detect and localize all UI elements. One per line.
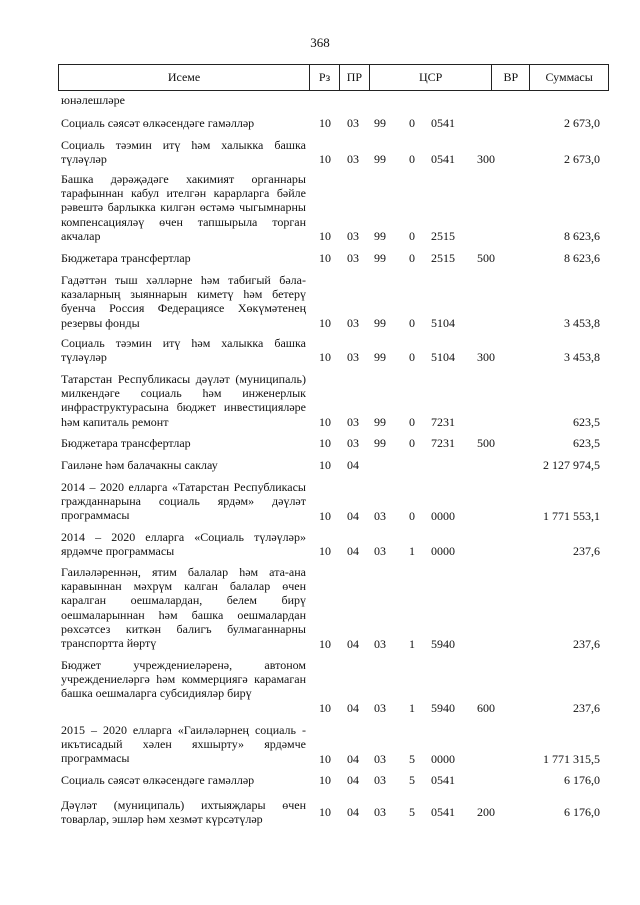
row-rz: 10 [319, 316, 331, 330]
row-name: 2014 – 2020 елларга «Татарстан Республикасы гражданнарына социаль ярдәм» дәүләт программасы [61, 480, 306, 523]
row-name: Гаиләне һәм балачакны саклау [61, 458, 218, 472]
row-pr: 03 [347, 152, 359, 166]
row-csr-subprogram: 0 [409, 509, 415, 523]
row-csr-subprogram: 0 [409, 350, 415, 364]
row-csr-program: 99 [374, 116, 386, 130]
row-rz: 10 [319, 637, 331, 651]
row-csr-code: 0000 [431, 752, 455, 766]
row-name: Дәүләт (муниципаль) ихтыяҗлары өчен товарлар, эшләр һәм хезмәт күрсәтүләр [61, 798, 306, 827]
row-csr-subprogram: 0 [409, 251, 415, 265]
row-sum: 623,5 [573, 415, 600, 429]
row-pr: 03 [347, 116, 359, 130]
row-vr: 600 [477, 701, 495, 715]
row-name: юнәлешләре [61, 93, 125, 107]
row-csr-program: 03 [374, 637, 386, 651]
row-sum: 237,6 [573, 544, 600, 558]
row-csr-subprogram: 5 [409, 805, 415, 819]
header-vr: ВР [492, 65, 530, 90]
row-pr: 03 [347, 436, 359, 450]
row-csr-code: 0000 [431, 509, 455, 523]
row-csr-code: 7231 [431, 436, 455, 450]
row-name: Социаль тәэмин итү һәм халыкка башка түләүләр [61, 138, 306, 167]
row-name: Гадәттән тыш хәлләрне һәм табигый бәла-казаларның зыяннарын киметү һәм бетерү буенча Россия Федерациясе Хөкүмәтенең резервы фонды [61, 273, 306, 330]
row-sum: 237,6 [573, 701, 600, 715]
row-name: Бюджетара трансфертлар [61, 251, 191, 265]
row-rz: 10 [319, 350, 331, 364]
row-sum: 2 673,0 [564, 116, 600, 130]
row-csr-code: 5104 [431, 316, 455, 330]
row-vr: 200 [477, 805, 495, 819]
row-pr: 04 [347, 752, 359, 766]
row-csr-program: 03 [374, 509, 386, 523]
header-sum: Суммасы [545, 70, 593, 84]
row-csr-code: 0541 [431, 773, 455, 787]
row-name: Гаиләләреннән, ятим балалар һәм ата-ана каравыннан мәхрүм калган балалар өчен каралган оешмалардан, белем бирү оешмаларыннан һәм башка оешмалардан рөхсәтсез киткән балигъ булмаганнарны транспортта йөртү [61, 565, 306, 651]
row-csr-code: 5940 [431, 701, 455, 715]
row-pr: 04 [347, 458, 359, 472]
row-csr-program: 99 [374, 350, 386, 364]
row-pr: 03 [347, 251, 359, 265]
row-name: Башка дәрәҗәдәге хакимият органнары тарафыннан кабул ителгән карарларга бәйле рәвештә барлыкка килгән өстәмә чыгымнарны компенсацияләү өчен тапшырыла торган акчалар [61, 172, 306, 243]
row-name: 2014 – 2020 елларга «Социаль түләүләр» ярдәмче программасы [61, 530, 306, 559]
row-pr: 04 [347, 637, 359, 651]
row-rz: 10 [319, 436, 331, 450]
row-sum: 2 673,0 [564, 152, 600, 166]
row-rz: 10 [319, 229, 331, 243]
row-name: Социаль сәясәт өлкәсендәге гамәлләр [61, 116, 255, 130]
row-sum: 6 176,0 [564, 773, 600, 787]
row-csr-subprogram: 1 [409, 544, 415, 558]
row-sum: 623,5 [573, 436, 600, 450]
row-rz: 10 [319, 251, 331, 265]
row-rz: 10 [319, 415, 331, 429]
row-pr: 03 [347, 316, 359, 330]
row-csr-code: 5940 [431, 637, 455, 651]
row-csr-program: 03 [374, 773, 386, 787]
row-rz: 10 [319, 509, 331, 523]
header-name: Исеме [59, 65, 310, 90]
row-csr-program: 99 [374, 316, 386, 330]
row-rz: 10 [319, 805, 331, 819]
row-sum: 1 771 553,1 [543, 509, 600, 523]
row-csr-subprogram: 5 [409, 752, 415, 766]
row-name: Татарстан Республикасы дәүләт (муниципаль) милкендәге социаль һәм инженерлык инфраструктурасына бюджет инвестицияләре һәм капиталь ремонт [61, 372, 306, 429]
row-pr: 04 [347, 701, 359, 715]
row-csr-subprogram: 0 [409, 116, 415, 130]
row-csr-code: 5104 [431, 350, 455, 364]
row-rz: 10 [319, 152, 331, 166]
row-csr-program: 99 [374, 415, 386, 429]
header-rz: Рз [310, 65, 340, 90]
row-vr: 500 [477, 251, 495, 265]
row-sum: 8 623,6 [564, 229, 600, 243]
row-pr: 04 [347, 509, 359, 523]
row-csr-program: 03 [374, 701, 386, 715]
row-csr-subprogram: 0 [409, 436, 415, 450]
row-sum: 2 127 974,5 [543, 458, 600, 472]
row-csr-program: 03 [374, 805, 386, 819]
row-rz: 10 [319, 116, 331, 130]
row-rz: 10 [319, 752, 331, 766]
row-csr-subprogram: 0 [409, 316, 415, 330]
row-pr: 04 [347, 773, 359, 787]
row-rz: 10 [319, 458, 331, 472]
header-csr: ЦСР [370, 65, 493, 90]
row-name: Социаль тәэмин итү һәм халыкка башка түләүләр [61, 336, 306, 365]
row-csr-program: 99 [374, 229, 386, 243]
row-csr-subprogram: 0 [409, 152, 415, 166]
row-csr-code: 7231 [431, 415, 455, 429]
row-rz: 10 [319, 701, 331, 715]
row-name: 2015 – 2020 елларга «Гаиләләрнең социаль - икътисадый хәлен яхшырту» ярдәмче программасы [61, 723, 306, 766]
row-sum: 237,6 [573, 637, 600, 651]
table-header [58, 64, 609, 91]
row-csr-subprogram: 5 [409, 773, 415, 787]
row-csr-subprogram: 1 [409, 637, 415, 651]
row-csr-program: 03 [374, 544, 386, 558]
row-name: Бюджет учреждениеләренә, автоном учреждениеләргә һәм коммерциягә карамаган башка оешмаларга субсидияләр бирү [61, 658, 306, 701]
row-pr: 03 [347, 350, 359, 364]
row-name: Бюджетара трансфертлар [61, 436, 191, 450]
row-csr-code: 0541 [431, 116, 455, 130]
row-sum: 6 176,0 [564, 805, 600, 819]
row-vr: 500 [477, 436, 495, 450]
row-csr-program: 99 [374, 152, 386, 166]
row-pr: 04 [347, 544, 359, 558]
row-sum: 1 771 315,5 [543, 752, 600, 766]
row-pr: 03 [347, 415, 359, 429]
row-vr: 300 [477, 350, 495, 364]
row-csr-code: 0541 [431, 152, 455, 166]
row-csr-subprogram: 1 [409, 701, 415, 715]
row-rz: 10 [319, 773, 331, 787]
row-sum: 3 453,8 [564, 316, 600, 330]
row-csr-code: 0000 [431, 544, 455, 558]
row-csr-program: 99 [374, 251, 386, 265]
page-number: 368 [310, 35, 330, 50]
row-csr-program: 99 [374, 436, 386, 450]
row-csr-subprogram: 0 [409, 229, 415, 243]
row-sum: 3 453,8 [564, 350, 600, 364]
row-sum: 8 623,6 [564, 251, 600, 265]
row-rz: 10 [319, 544, 331, 558]
row-csr-code: 2515 [431, 251, 455, 265]
row-name: Социаль сәясәт өлкәсендәге гамәлләр [61, 773, 255, 787]
row-csr-subprogram: 0 [409, 415, 415, 429]
header-pr: ПР [340, 65, 370, 90]
row-pr: 03 [347, 229, 359, 243]
row-csr-code: 2515 [431, 229, 455, 243]
row-csr-code: 0541 [431, 805, 455, 819]
row-pr: 04 [347, 805, 359, 819]
row-csr-program: 03 [374, 752, 386, 766]
row-vr: 300 [477, 152, 495, 166]
